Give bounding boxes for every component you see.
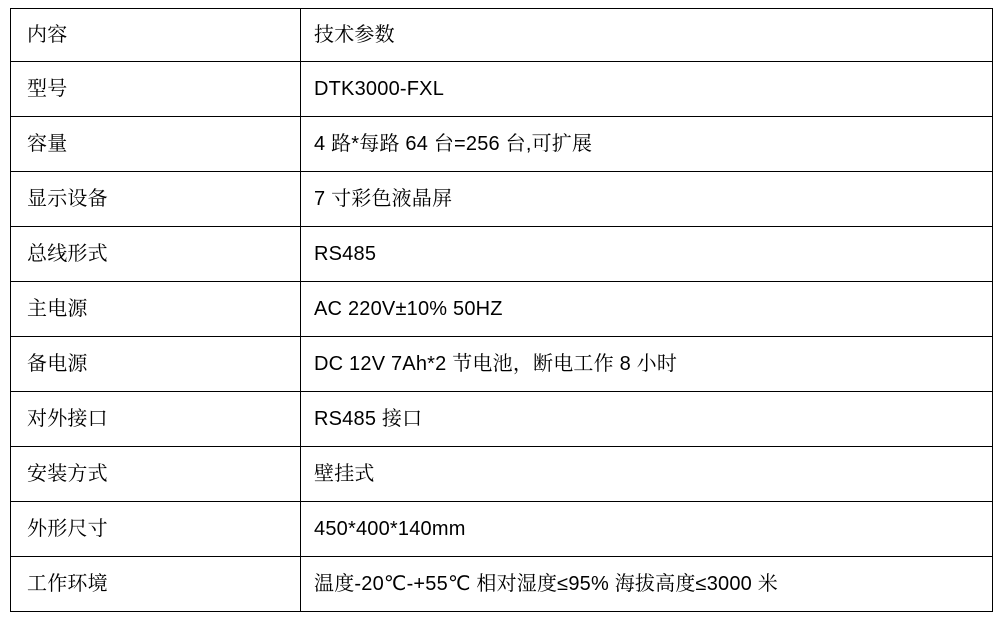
table-row [11, 172, 993, 227]
table-row [11, 282, 993, 337]
row-label: 主电源 [11, 282, 301, 337]
table-row [11, 337, 993, 392]
row-value: 4 路*每路 64 台=256 台,可扩展 [301, 117, 993, 172]
table-row [11, 117, 993, 172]
table-row [11, 392, 993, 447]
table-row [11, 227, 993, 282]
row-label: 备电源 [11, 337, 301, 392]
table-row [11, 9, 993, 62]
row-value: DC 12V 7Ah*2 节电池，断电工作 8 小时 [301, 337, 993, 392]
row-label: 总线形式 [11, 227, 301, 282]
row-value: AC 220V±10% 50HZ [301, 282, 993, 337]
row-value: 7 寸彩色液晶屏 [301, 172, 993, 227]
row-label: 型号 [11, 62, 301, 117]
row-value: 壁挂式 [301, 447, 993, 502]
row-value: DTK3000-FXL [301, 62, 993, 117]
table-row [11, 62, 993, 117]
row-label: 工作环境 [11, 557, 301, 612]
row-label: 容量 [11, 117, 301, 172]
row-label: 外形尺寸 [11, 502, 301, 557]
table-row [11, 447, 993, 502]
specification-table [10, 8, 993, 612]
row-label: 对外接口 [11, 392, 301, 447]
row-value: 技术参数 [301, 9, 993, 62]
table-row [11, 557, 993, 612]
table-row [11, 502, 993, 557]
row-label: 显示设备 [11, 172, 301, 227]
row-value: RS485 接口 [301, 392, 993, 447]
row-value: RS485 [301, 227, 993, 282]
row-label: 内容 [11, 9, 301, 62]
row-label: 安装方式 [11, 447, 301, 502]
row-value: 450*400*140mm [301, 502, 993, 557]
row-value: 温度-20℃-+55℃ 相对湿度≤95% 海拔高度≤3000 米 [301, 557, 993, 612]
